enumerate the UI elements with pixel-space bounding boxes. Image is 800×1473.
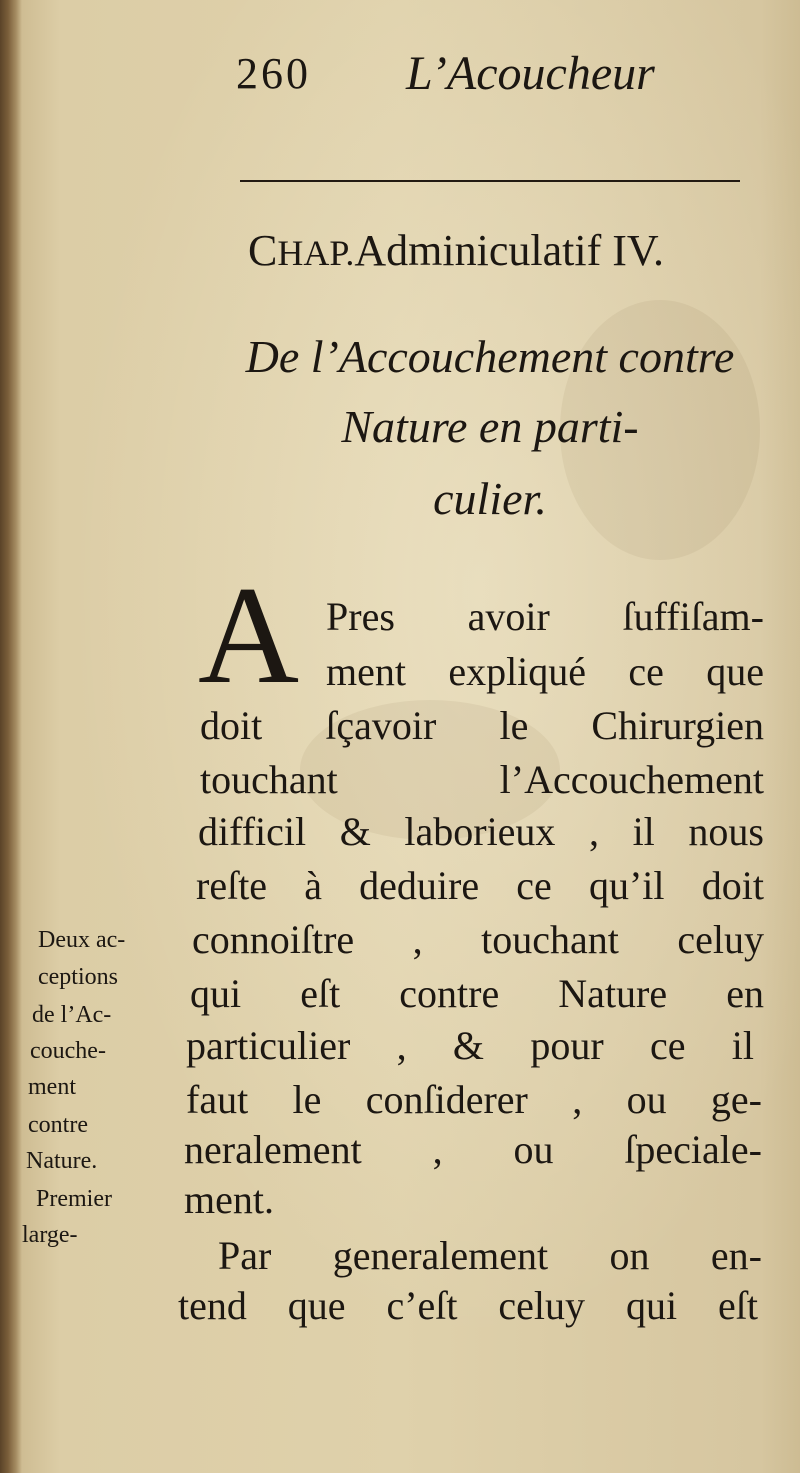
running-title: L’Acoucheur — [406, 47, 655, 100]
body-line: touchant l’Accouchement — [200, 757, 764, 802]
margin-note-line: couche- — [30, 1038, 106, 1064]
chapter-heading — [248, 225, 788, 276]
body-line: particulier , & pour ce il — [186, 1023, 754, 1068]
chapter-title-line: De l’Accouchement contre — [245, 331, 735, 382]
body-line: difficil & laborieux , il nous — [198, 809, 764, 854]
page-number: 260 — [236, 49, 311, 98]
body-line: Par generalement on en- — [218, 1233, 762, 1278]
drop-cap: A — [198, 558, 300, 713]
margin-note-line: Nature. — [26, 1148, 98, 1174]
body-line: faut le conſiderer , ou ge- — [186, 1077, 762, 1122]
chapter-title-line: Nature en parti- — [341, 401, 639, 452]
body-line: doit ſçavoir le Chirurgien — [200, 703, 764, 748]
body-line: reſte à deduire ce qu’il doit — [196, 863, 764, 908]
margin-note-line: Premier — [36, 1186, 112, 1212]
body-line: ment expliqué ce que — [326, 649, 764, 694]
page-header — [236, 48, 716, 108]
margin-note-line: de l’Ac- — [32, 1002, 112, 1028]
body-line: tend que c’eſt celuy qui eſt — [178, 1283, 758, 1328]
chapter-title-line: culier. — [433, 473, 547, 524]
chapter-label-initial: C — [248, 226, 278, 275]
body-line: neralement , ou ſpeciale- — [184, 1127, 762, 1172]
margin-note-line: ment — [28, 1074, 76, 1100]
body-line: connoiſtre , touchant celuy — [192, 917, 764, 962]
book-gutter — [0, 0, 22, 1473]
margin-note-line: contre — [28, 1112, 88, 1138]
margin-note-line: Deux ac- — [38, 927, 126, 953]
chapter-label-rest: HAP. — [277, 233, 355, 273]
margin-note-line: ceptions — [38, 964, 118, 990]
margin-note-line: large- — [22, 1222, 78, 1248]
body-line: qui eſt contre Nature en — [190, 971, 764, 1016]
header-rule — [240, 180, 740, 182]
body-line: Pres avoir ſuffiſam- — [326, 594, 764, 639]
body-line: ment. — [184, 1177, 274, 1222]
chapter-name: Adminiculatif IV. — [354, 226, 664, 275]
